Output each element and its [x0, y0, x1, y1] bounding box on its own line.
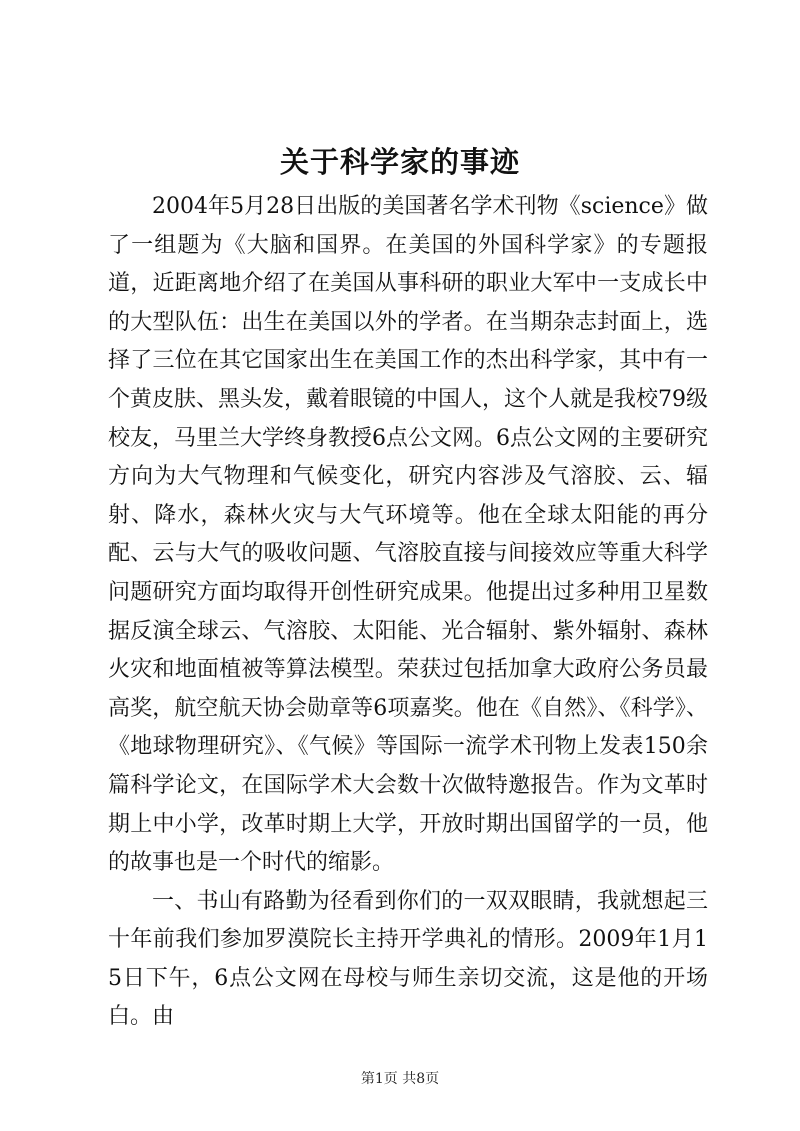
paragraph-1: 2004年5月28日出版的美国著名学术刊物《science》做了一组题为《大脑和国界。在美国的外国科学家》的专题报道，近距离地介绍了在美国从事科研的职业大军中一支成长中的大型队伍：出生在美国以外的学者。在当期杂志封面上，选择了三位在其它国家出生在美国工作的杰出科学家，其中有一个黄皮肤、黑头发，戴着眼镜的中国人，这个人就是我校79级校友，马里兰大学终身教授6点公文网。6点公文网的主要研究方向为大气物理和气候变化，研究内容涉及气溶胶、云、辐射、降水，森林火灾与大气环境等。他在全球太阳能的再分配、云与大气的吸收问题、气溶胶直接与间接效应等重大科学问题研究方面均取得开创性研究成果。他提出过多种用卫星数据反演全球云、气溶胶、太阳能、光合辐射、紫外辐射、森林火灾和地面植被等算法模型。荣获过包括加拿大政府公务员最高奖，航空航天协会勋章等6项嘉奖。他在《自然》、《科学》、《地球物理研究》、《气候》等国际一流学术刊物上发表150余篇科学论文，在国际学术大会数十次做特邀报告。作为文革时期上中小学，改革时期上大学，开放时期出国留学的一员，他的故事也是一个时代的缩影。 [108, 194, 708, 876]
page-footer: 第1页 共8页 [360, 1071, 440, 1087]
document-body [108, 188, 708, 1037]
document-title: 关于科学家的事迹 [279, 145, 520, 179]
paragraph-2: 一、书山有路勤为径看到你们的一双双眼睛，我就想起三十年前我们参加罗漠院长主持开学典礼的情形。2009年1月15日下午，6点公文网在母校与师生亲切交流，这是他的开场白。由 [108, 888, 708, 1030]
